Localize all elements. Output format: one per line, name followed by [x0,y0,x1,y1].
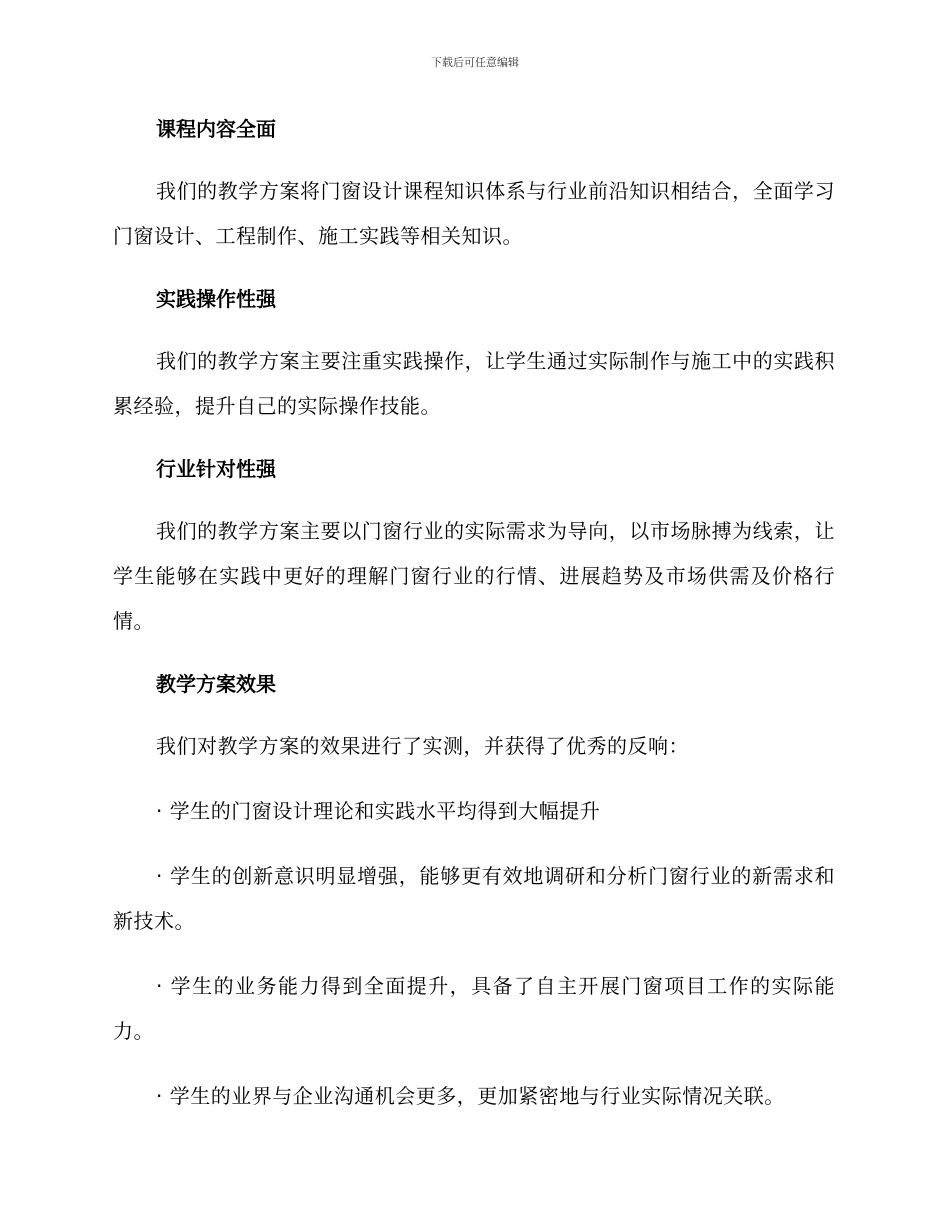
document-body [113,112,835,1139]
paragraph: 我们的教学方案主要以门窗行业的实际需求为导向，以市场脉搏为线索，让学生能够在实践中更好的理解门窗行业的行情、进展趋势及市场供需及价格行情。 [113,519,835,633]
bullet-item: · 学生的业界与企业沟通机会更多，更加紧密地与行业实际情况关联。 [156,1084,785,1108]
section-heading: 行业针对性强 [156,457,276,481]
section-heading: 实践操作性强 [156,287,276,311]
paragraph: 我们的教学方案主要注重实践操作，让学生通过实际制作与施工中的实践积累经验，提升自己的实际操作技能。 [113,349,835,418]
header-note: 下载后可任意编辑 [431,56,519,69]
section-heading: 课程内容全面 [156,117,276,141]
bullet-item: · 学生的业务能力得到全面提升，具备了自主开展门窗项目工作的实际能力。 [113,974,835,1043]
bullet-item: · 学生的创新意识明显增强，能够更有效地调研和分析门窗行业的新需求和新技术。 [113,864,835,933]
bullet-item: · 学生的门窗设计理论和实践水平均得到大幅提升 [156,799,601,823]
paragraph: 我们的教学方案将门窗设计课程知识体系与行业前沿知识相结合，全面学习门窗设计、工程制作、施工实践等相关知识。 [113,179,835,248]
paragraph: 我们对教学方案的效果进行了实测，并获得了优秀的反响： [156,734,689,758]
section-heading: 教学方案效果 [156,672,276,696]
